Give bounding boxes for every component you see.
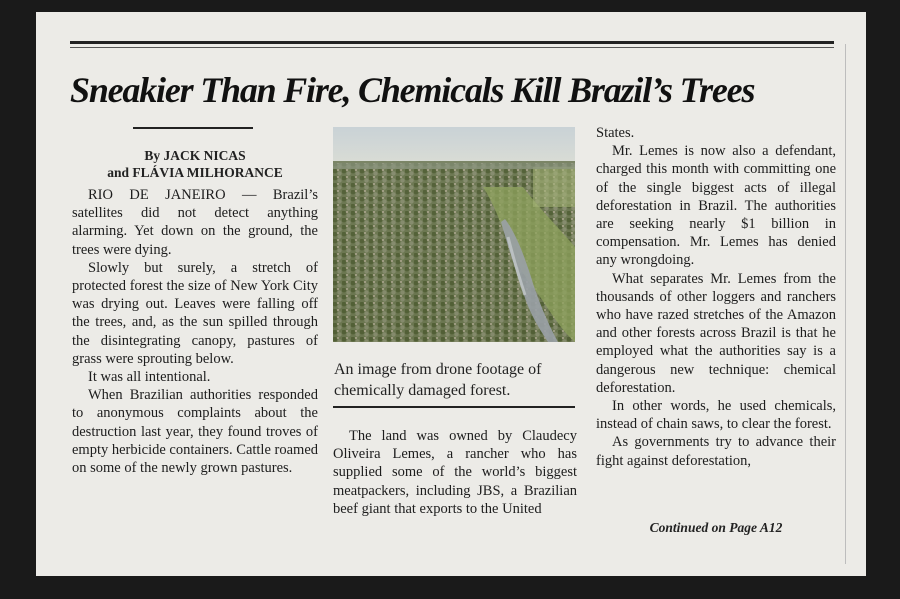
paragraph: As governments try to advance their fight against deforestation, xyxy=(596,434,836,469)
byline-author-1: By JACK NICAS xyxy=(144,148,246,163)
paragraph: When Brazilian authorities responded to anonymous complaints about the destruction last year, they found troves of empty herbicide containers. Cattle roamed on some of the newly grown pastures. xyxy=(72,387,319,477)
byline-rule xyxy=(133,127,253,129)
article-column-1 xyxy=(72,186,318,477)
photo-caption: An image from drone footage of chemically damaged forest. xyxy=(334,361,542,399)
paragraph: Mr. Lemes is now also a defendant, charged this month with committing one of the single biggest acts of illegal deforestation in Brazil. The authorities are seeking nearly $1 billion in compensation. Mr. Lemes has denied any wrongdoing. xyxy=(596,143,836,269)
paragraph: RIO DE JANEIRO — Brazil’s satellites did not detect anything alarming. Yet down on the ground, the trees were dying. xyxy=(72,187,318,258)
paragraph: In other words, he used chemicals, instead of chain saws, to clear the forest. xyxy=(596,398,836,433)
headline: Sneakier Than Fire, Chemicals Kill Brazil’s Trees xyxy=(70,70,755,110)
right-margin-line xyxy=(845,44,846,564)
paragraph: What separates Mr. Lemes from the thousands of other loggers and ranchers who have razed stretches of the Amazon and other forests across Brazil is that he employed what the authorities say is a dangerous new technique: chemical deforestation. xyxy=(596,270,836,396)
paragraph: States. xyxy=(596,125,635,141)
paragraph: It was all intentional. xyxy=(88,369,211,386)
continued-note: Continued on Page A12 xyxy=(649,520,783,535)
byline-author-2: and FLÁVIA MILHORANCE xyxy=(107,165,283,180)
article-column-2 xyxy=(333,427,577,518)
top-rule xyxy=(70,41,834,44)
forest-image xyxy=(333,127,575,342)
article-column-3 xyxy=(596,124,836,470)
paragraph: Slowly but surely, a stretch of protected forest the size of New York City was drying out. Leaves were falling off the trees, and, as the sun spilled through the disintegrating canopy, pastures of grass were sprouting below. xyxy=(72,259,318,367)
drone-photo xyxy=(333,127,575,342)
paragraph: The land was owned by Claudecy Oliveira Lemes, a rancher who has supplied some of the world’s biggest meatpackers, including JBS, a Brazilian beef giant that exports to the United xyxy=(333,428,577,517)
top-rule-thin xyxy=(70,47,834,48)
caption-rule xyxy=(333,406,575,408)
